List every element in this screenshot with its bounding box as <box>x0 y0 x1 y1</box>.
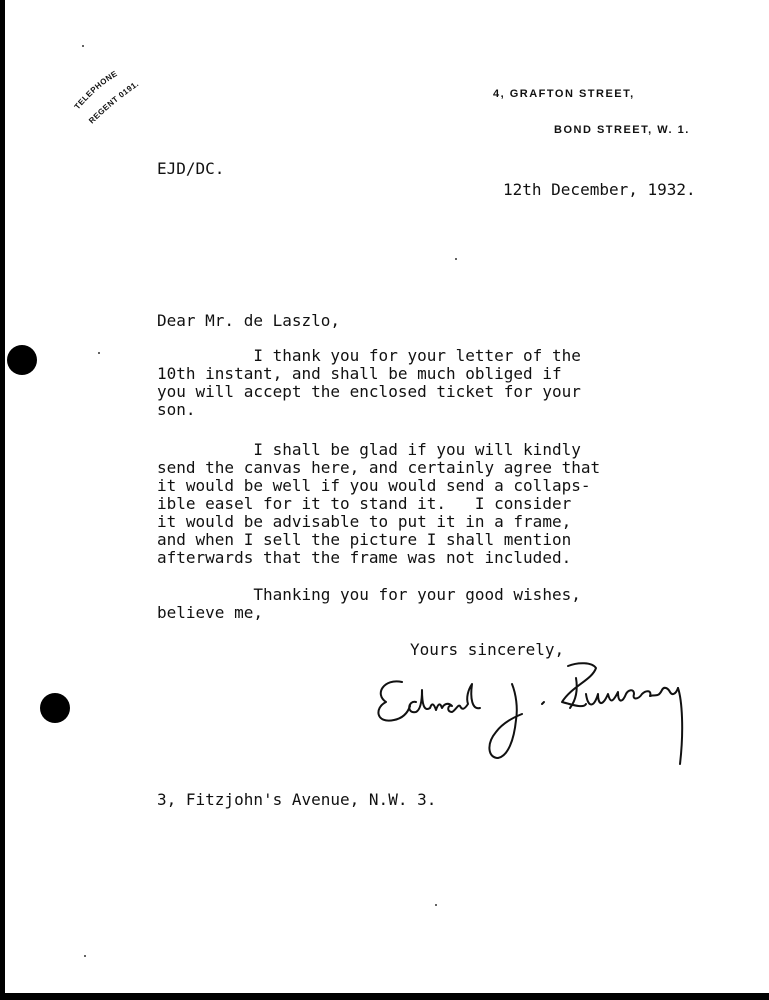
punch-hole-top <box>7 345 37 375</box>
handwritten-signature <box>372 660 692 790</box>
paper-speck <box>435 904 437 906</box>
paper-speck <box>455 258 457 260</box>
recipient-address: 3, Fitzjohn's Avenue, N.W. 3. <box>157 790 437 809</box>
paragraph-2: I shall be glad if you will kindly send the canvas here, and certainly agree that it would be well if you would send a collaps- ible easel for it to stand it. I consider it would be advisable to put it in a frame, and when I sell the picture I shall mention afterwards that the frame was not included. <box>157 440 601 567</box>
letter-date: 12th December, 1932. <box>503 180 696 199</box>
paper-speck <box>98 352 100 354</box>
telephone-stamp-line1: TELEPHONE <box>72 69 120 112</box>
telephone-stamp-line2: REGENT 0191. <box>87 79 141 126</box>
scan-left-edge <box>0 0 5 1000</box>
punch-hole-bottom <box>40 693 70 723</box>
closing: Yours sincerely, <box>410 640 565 659</box>
letterhead-address-line2: BOND STREET, W. 1. <box>554 124 690 136</box>
telephone-stamp <box>66 62 166 132</box>
paragraph-3: Thanking you for your good wishes, believe me, <box>157 585 581 622</box>
letterhead-address-line1: 4, GRAFTON STREET, <box>493 88 635 100</box>
scan-bottom-edge <box>0 993 769 1000</box>
paragraph-1: I thank you for your letter of the 10th instant, and shall be much obliged if you will accept the enclosed ticket for your son. <box>157 346 581 419</box>
paper-speck <box>82 45 84 47</box>
paper-speck <box>84 955 86 957</box>
reference-code: EJD/DC. <box>157 159 225 178</box>
salutation: Dear Mr. de Laszlo, <box>157 311 341 330</box>
